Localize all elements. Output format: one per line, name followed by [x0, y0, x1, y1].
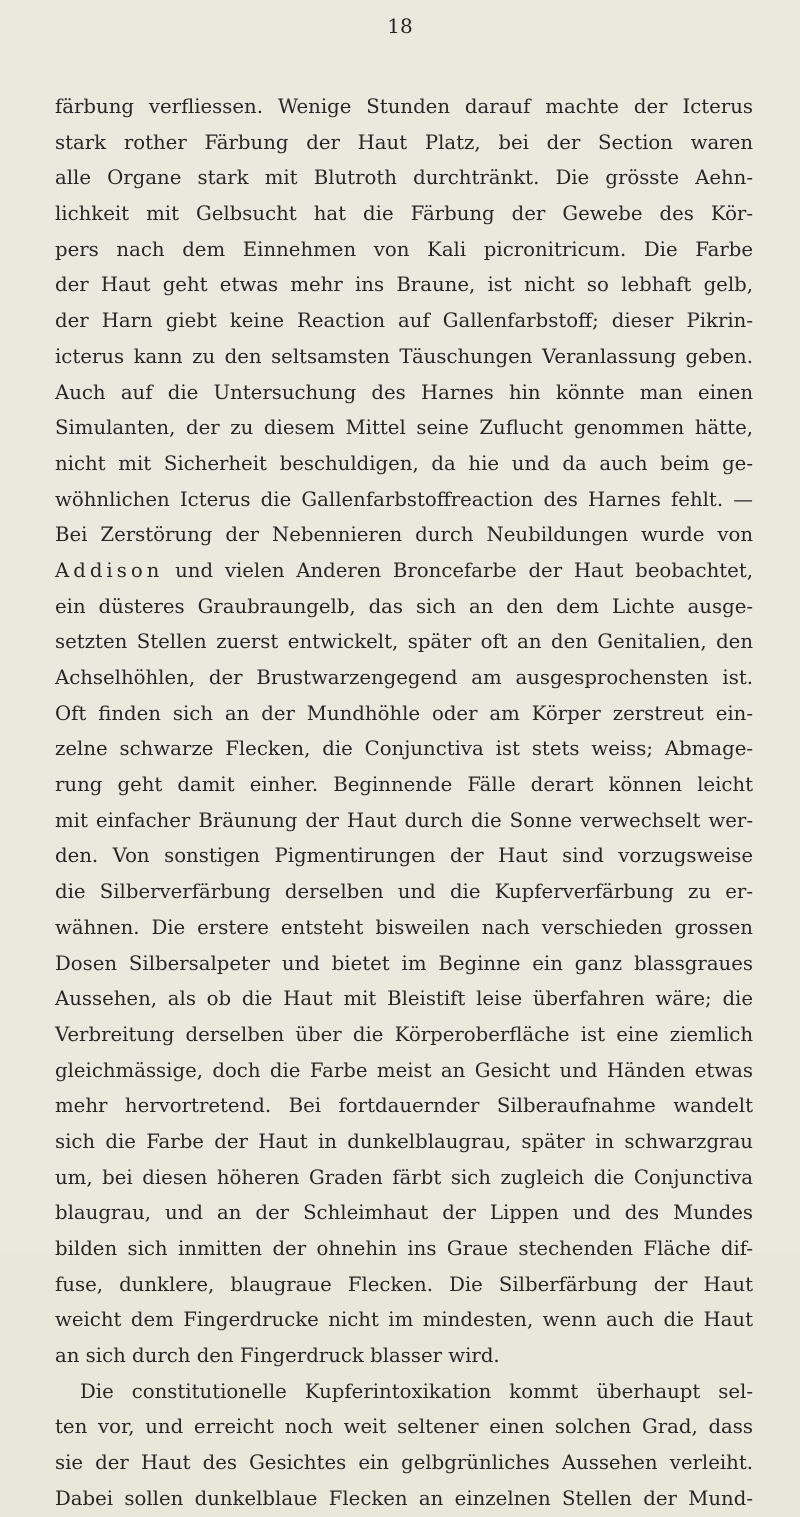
text-line: zelne schwarze Flecken, die Conjunctiva ist stets weiss; Abmage-	[55, 737, 753, 761]
text-line: bilden sich inmitten der ohnehin ins Graue stechenden Fläche dif-	[55, 1237, 753, 1260]
text-line: ein düsteres Graubraungelb, das sich an den dem Lichte ausge-	[55, 594, 753, 618]
text-line: mehr hervortretend. Bei fortdauernder Silberaufnahme wandelt	[55, 1094, 753, 1118]
text-line: färbung verfliessen. Wenige Stunden darauf machte der Icterus	[55, 95, 753, 118]
text-line: Bei Zerstörung der Nebennieren durch Neubildungen wurde von	[55, 523, 753, 547]
text-line: stark rother Färbung der Haut Platz, bei der Section waren	[55, 130, 753, 154]
text-line: Auch auf die Untersuchung des Harnes hin könnte man einen	[55, 380, 753, 404]
text-line: icterus kann zu den seltsamsten Täuschungen Veranlassung geben.	[55, 344, 753, 368]
text-line: Die constitutionelle Kupferintoxikation kommt überhaupt sel-	[80, 1379, 753, 1403]
text-line: weicht dem Fingerdrucke nicht im mindesten, wenn auch die Haut	[55, 1308, 753, 1332]
text-line: an sich durch den Fingerdruck blasser wird.	[55, 1344, 500, 1368]
text-line: wähnen. Die erstere entsteht bisweilen nach verschieden grossen	[55, 915, 753, 939]
author-name: Addison	[55, 558, 164, 582]
text-line: Oft finden sich an der Mundhöhle oder am Körper zerstreut ein-	[55, 701, 753, 725]
body-text	[55, 89, 753, 1517]
text-line: nicht mit Sicherheit beschuldigen, da hie und da auch beim ge-	[55, 451, 753, 475]
text-line: blaugrau, und an der Schleimhaut der Lippen und des Mundes	[55, 1201, 753, 1225]
text-line: Dabei sollen dunkelblaue Flecken an einzelnen Stellen der Mund-	[55, 1486, 753, 1510]
text-line: alle Organe stark mit Blutroth durchtränkt. Die grösste Aehn-	[55, 166, 753, 190]
text-line: der Haut geht etwas mehr ins Braune, ist nicht so lebhaft gelb,	[55, 273, 753, 297]
text-line: die Silberverfärbung derselben und die Kupferverfärbung zu er-	[55, 880, 753, 904]
text-line: um, bei diesen höheren Graden färbt sich zugleich die Conjunctiva	[55, 1165, 753, 1189]
text-line: pers nach dem Einnehmen von Kali picronitricum. Die Farbe	[55, 237, 753, 261]
text-line: lichkeit mit Gelbsucht hat die Färbung der Gewebe des Kör-	[55, 202, 753, 226]
text-line: der Harn giebt keine Reaction auf Gallenfarbstoff; dieser Pikrin-	[55, 309, 753, 333]
text-line: Dosen Silbersalpeter und bietet im Beginne ein ganz blassgraues	[55, 951, 753, 975]
text-line: fuse, dunklere, blaugraue Flecken. Die Silberfärbung der Haut	[55, 1272, 753, 1296]
text-line: wöhnlichen Icterus die Gallenfarbstoffreaction des Harnes fehlt. —	[55, 487, 753, 511]
text-line: Aussehen, als ob die Haut mit Bleistift leise überfahren wäre; die	[55, 987, 753, 1011]
text-line: ten vor, und erreicht noch weit seltener einen solchen Grad, dass	[55, 1415, 753, 1439]
text-line: sie der Haut des Gesichtes ein gelbgrünliches Aussehen verleiht.	[55, 1451, 753, 1475]
text-line: Simulanten, der zu diesem Mittel seine Zuflucht genommen hätte,	[55, 416, 753, 440]
text-line	[55, 553, 753, 589]
text-line: den. Von sonstigen Pigmentirungen der Haut sind vorzugsweise	[55, 844, 753, 868]
page-number: 18	[387, 14, 413, 38]
text-line: rung geht damit einher. Beginnende Fälle derart können leicht	[55, 773, 753, 797]
text-line: setzten Stellen zuerst entwickelt, später oft an den Genitalien, den	[55, 630, 753, 654]
text-line: gleichmässige, doch die Farbe meist an Gesicht und Händen etwas	[55, 1058, 753, 1082]
text-line-post: und vielen Anderen Broncefarbe der Haut beobachtet,	[163, 558, 753, 582]
text-line: Achselhöhlen, der Brustwarzengegend am ausgesprochensten ist.	[55, 666, 753, 689]
text-line: mit einfacher Bräunung der Haut durch die Sonne verwechselt wer-	[55, 808, 753, 832]
text-line: Verbreitung derselben über die Körperoberfläche ist eine ziemlich	[55, 1022, 753, 1046]
text-line: sich die Farbe der Haut in dunkelblaugrau, später in schwarzgrau	[55, 1129, 753, 1153]
